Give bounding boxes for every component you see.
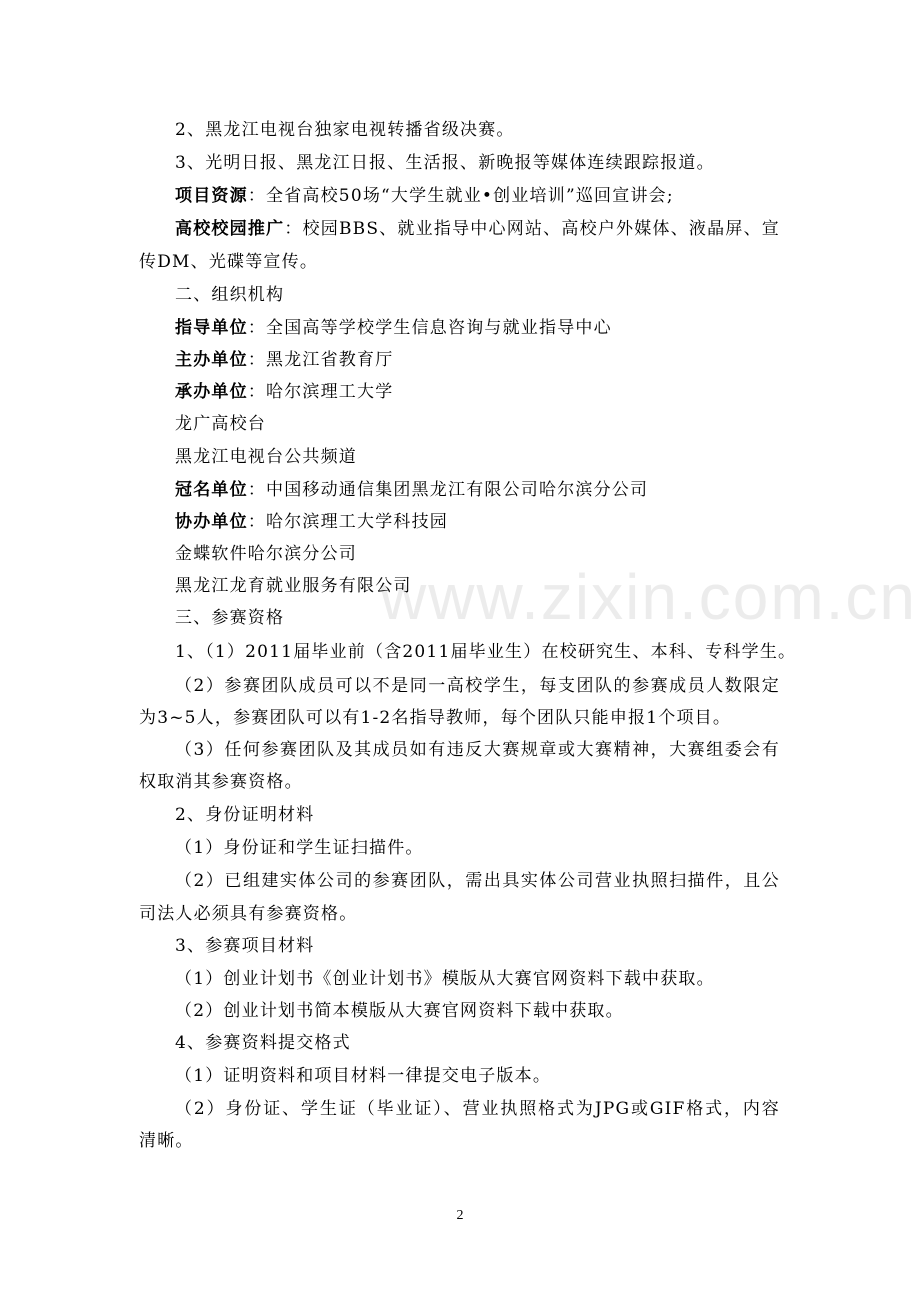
text-line xyxy=(175,1032,780,1054)
line-text: 司法人必须具有参赛资格。 xyxy=(139,904,358,924)
text-line xyxy=(175,1098,780,1120)
watermark: www.zixin.com.cn xyxy=(380,561,917,633)
text-line xyxy=(175,119,780,141)
line-text: 2、黑龙江电视台独家电视转播省级决赛。 xyxy=(175,120,515,140)
text-line xyxy=(175,152,780,174)
text-line xyxy=(175,218,780,240)
line-text: （2）创业计划书简本模版从大赛官网资料下载中获取。 xyxy=(175,1001,624,1021)
text-line xyxy=(175,446,780,468)
text-line xyxy=(175,804,780,826)
line-text: 2、身份证明材料 xyxy=(175,805,315,825)
bold-label: 承办单位 xyxy=(175,382,248,402)
line-text: （2）身份证、学生证（毕业证）、营业执照格式为JPG或GIF格式，内容 xyxy=(175,1099,780,1119)
line-text: （1）创业计划书《创业计划书》模版从大赛官网资料下载中获取。 xyxy=(175,969,715,989)
text-line xyxy=(175,575,780,597)
text-line xyxy=(175,543,780,565)
page-number: 2 xyxy=(456,1208,464,1223)
bold-label: 主办单位 xyxy=(175,350,248,370)
text-line xyxy=(139,771,780,793)
text-line xyxy=(175,675,780,697)
text-line xyxy=(139,903,780,925)
line-text: 为3~5人，参赛团队可以有1-2名指导教师，每个团队只能申报1个项目。 xyxy=(139,708,732,728)
text-line xyxy=(175,317,780,339)
text-line xyxy=(175,935,780,957)
text-line xyxy=(175,381,780,403)
line-text: （2）参赛团队成员可以不是同一高校学生，每支团队的参赛成员人数限定 xyxy=(175,676,780,696)
bold-label: 高校校园推广 xyxy=(175,219,285,239)
line-text: ：中国移动通信集团黑龙江有限公司哈尔滨分公司 xyxy=(247,480,649,500)
line-text: ：全省高校50场“大学生就业•创业培训”巡回宣讲会; xyxy=(247,186,674,206)
line-text: ：校园BBS、就业指导中心网站、高校户外媒体、液晶屏、宣 xyxy=(284,219,780,239)
line-text: （3）任何参赛团队及其成员如有违反大赛规章或大赛精神，大赛组委会有 xyxy=(175,740,780,760)
line-text: 金蝶软件哈尔滨分公司 xyxy=(175,544,357,564)
text-line xyxy=(175,968,780,990)
line-text: （2）已组建实体公司的参赛团队，需出具实体公司营业执照扫描件，且公 xyxy=(175,871,780,891)
line-text: ：全国高等学校学生信息咨询与就业指导中心 xyxy=(247,318,612,338)
line-text: ：黑龙江省教育厅 xyxy=(247,350,394,370)
text-line xyxy=(175,837,780,859)
text-line xyxy=(139,1130,780,1152)
line-text: 黑龙江龙育就业服务有限公司 xyxy=(175,576,412,596)
text-line xyxy=(139,251,780,273)
text-line xyxy=(175,284,780,306)
line-text: 清晰。 xyxy=(139,1131,194,1151)
line-text: 3、光明日报、黑龙江日报、生活报、新晚报等媒体连续跟踪报道。 xyxy=(175,153,715,173)
line-text: 三、参赛资格 xyxy=(175,608,285,628)
line-text: ：哈尔滨理工大学 xyxy=(247,382,394,402)
bold-label: 指导单位 xyxy=(175,318,248,338)
line-text: 二、组织机构 xyxy=(175,285,285,305)
text-line xyxy=(175,413,780,435)
line-text: 4、参赛资料提交格式 xyxy=(175,1033,351,1053)
text-line xyxy=(175,607,780,629)
line-text: （1）证明资料和项目材料一律提交电子版本。 xyxy=(175,1066,552,1086)
text-line xyxy=(139,707,780,729)
line-text: 3、参赛项目材料 xyxy=(175,936,315,956)
bold-label: 项目资源 xyxy=(175,186,248,206)
bold-label: 协办单位 xyxy=(175,512,248,532)
text-line xyxy=(175,1000,780,1022)
text-line xyxy=(175,1065,780,1087)
text-line xyxy=(175,185,780,207)
line-text: （1）身份证和学生证扫描件。 xyxy=(175,838,424,858)
text-line xyxy=(175,739,780,761)
text-line xyxy=(175,349,780,371)
text-line xyxy=(175,511,780,533)
text-line xyxy=(175,870,780,892)
bold-label: 冠名单位 xyxy=(175,480,248,500)
line-text: 权取消其参赛资格。 xyxy=(139,772,303,792)
line-text: 龙广高校台 xyxy=(175,414,266,434)
line-text: 传DM、光碟等宣传。 xyxy=(139,252,319,272)
text-line xyxy=(175,479,780,501)
line-text: ：哈尔滨理工大学科技园 xyxy=(247,512,449,532)
line-text: 1、（1）2011届毕业前（含2011届毕业生）在校研究生、本科、专科学生。 xyxy=(175,642,797,662)
text-line xyxy=(175,641,797,663)
line-text: 黑龙江电视台公共频道 xyxy=(175,447,357,467)
